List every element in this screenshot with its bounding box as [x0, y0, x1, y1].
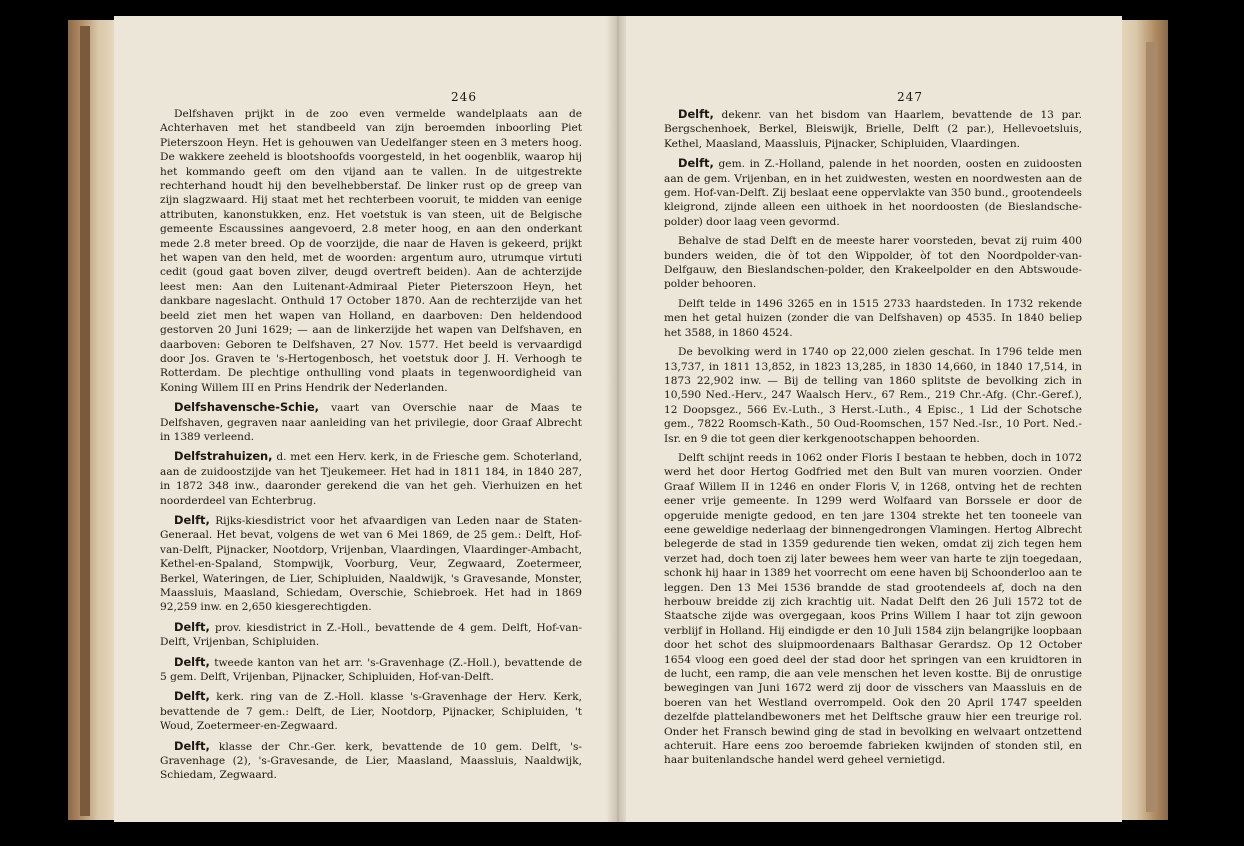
- entry-term: Delft,: [174, 738, 210, 753]
- entry-text: tweede kanton van het arr. 's-Gravenhage (Z.-Holl.), bevattende de 5 gem. Delft, Vrijenban, Pijnacker, Schipluiden, Hof-van-Delft.: [160, 656, 582, 684]
- entry-delft-kanton: [160, 655, 582, 685]
- entry-text: gem. in Z.-Holland, palende in het noorden, oosten en zuidoosten aan de gem. Vrijenban, en in het zuidwesten, westen en noordwesten aan de gem. Hof-van-Delft. Zij beslaat eene oppervlakte van 350 bund., grootendeels kleigrond, zijnde alleen een uithoek in het noordoosten (de Bieslandsche-polder) door laag veen gevormd.: [664, 158, 1082, 228]
- entry-delft-kerk-ring: [160, 689, 582, 733]
- entry-text: Rijks-kiesdistrict voor het afvaardigen van Leden naar de Staten-Generaal. Het bevat, volgens de wet van 6 Mei 1869, de 25 gem.: Delft, Hof-van-Delft, Pijnacker, Nootdorp, Vrijenban, Vlaardingen, Vlaardinger-Ambacht, Kethel-en-Spaland, Stompwijk, Voorburg, Veur, Zegwaard, Zoetermeer, Berkel, Wateringen, de Lier, Schipluiden, Naaldwijk, 's Gravesande, Monster, Maassluis, Maasland, Schiedam, Overschie, Schiebroek. Het had in 1869 92,259 inw. en 2,650 kiesgerechtigden.: [160, 514, 582, 614]
- entry-term: Delft,: [678, 107, 714, 121]
- right-page-text: [664, 107, 1082, 768]
- open-book: [68, 12, 1168, 830]
- left-page-text: [160, 107, 582, 783]
- entry-delft-prov-kiesdistrict: [160, 620, 582, 650]
- entry-text: dekenr. van het bisdom van Haarlem, bevattende de 13 par. Bergschenhoek, Berkel, Bleiswijk, Brielle, Delft (2 par.), Hellevoetsluis, Kethel, Maasland, Maassluis, Pijnacker, Schipluiden, Vlaardingen.: [664, 109, 1082, 150]
- entry-delft-rijks-kiesdistrict: [160, 513, 582, 615]
- paragraph-weiden: Behalve de stad Delft en de meeste harer voorsteden, bevat zij ruim 400 bunders weiden, die òf tot den Wippolder, òf tot den Noordpolder-van-Delfgauw, den Bieslandschen-polder, den Krakeelpolder en den Abtswoude-polder behooren.: [664, 235, 1082, 291]
- left-cover-edge: [80, 26, 90, 816]
- paragraph-delfshaven-statue: Delfshaven prijkt in de zoo even vermelde wandelplaats aan de Achterhaven met het standbeeld van zijn beroemden inboorling Piet Pieterszoon Heyn. Het is gehouwen van Uedelfanger steen en 3 meters hoog. De wakkere zeeheld is blootshoofds voorgesteld, in het oogenblik, waarop hij het kommando geeft om den vijand aan te vallen. In de uitgestrekte rechterhand houdt hij den bevelhebberstaf. De linker rust op de greep van zijn slagzwaard. Hij staat met het rechterbeen vooruit, te midden van eenige attributen, kanonstukken, enz. Het voetstuk is van steen, uit de Belgische gemeente Escaussines aangevoerd, 2.8 meter hoog, en aan den onderkant mede 2.8 meter breed. Op de voorzijde, die naar de Haven is gekeerd, prijkt het wapen van den held, met de woorden: argentum auro, utrumque virtuti cedit (goud gaat boven zilver, deugd overtreft beiden). Aan de achterzijde leest men: Aan den Luitenant-Admiraal Pieter Pieterszoon Heyn, het dankbare nageslacht. Onthuld 17 October 1870. Aan de rechterzijde van het beeld ziet men het wapen van Holland, en daarboven: Den heldendood gestorven 20 Juni 1629; — aan de linkerzijde het wapen van Delfshaven, en daarboven: Geboren te Delfshaven, 27 Nov. 1577. Het beeld is vervaardigd door Jos. Graven te 's-Hertogenbosch, het voetstuk door J. H. Verhoogh te Rotterdam. De plechtige onthulling vond plaats in tegenwoordigheid van Koning Willem III en Prins Hendrik der Nederlanden.: [160, 108, 582, 394]
- page-number-right: 247: [897, 90, 923, 104]
- entry-delft-gemeente: [664, 156, 1082, 229]
- entry-text: klasse der Chr.-Ger. kerk, bevattende de 10 gem. Delft, 's-Gravenhage (2), 's-Gravesande, de Lier, Maasland, Maassluis, Naaldwijk, Schiedam, Zegwaard.: [160, 740, 582, 782]
- right-cover-edge: [1146, 42, 1158, 812]
- paragraph-haardsteden: Delft telde in 1496 3265 en in 1515 2733 haardsteden. In 1732 rekende men het getal huizen (zonder die van Delfshaven) op 4535. In 1840 beliep het 3588, in 1860 4524.: [664, 297, 1082, 339]
- entry-delfshavensche-schie: [160, 400, 582, 444]
- entry-term: Delfstrahuizen,: [174, 449, 273, 464]
- entry-term: Delft,: [174, 654, 210, 669]
- entry-term: Delft,: [174, 689, 210, 704]
- paragraph-geschiedenis: Delft schijnt reeds in 1062 onder Floris I bestaan te hebben, doch in 1072 werd het door Hertog Godfried met den Bult van muren voorzien. Onder Graaf Willem II in 1246 en onder Floris V, in 1268, ontving het de rechten eener vrije gemeente. In 1299 werd Wolfaard van Borssele er door de opgeruide menigte gedood, en ten jare 1304 strekte het ten tooneele van eene geweldige nederlaag der binnengedrongen Vlamingen. Hertog Albrecht belegerde de stad in 1359 gedurende tien weken, omdat zij zich tegen hem verzet had, doch toen zij later bewees hem weer van harte te zijn toegedaan, schonk hij haar in 1389 het voorrecht om eene haven bij Schoonderloo aan te leggen. Den 13 Mei 1536 brandde de stad grootendeels af, doch na den herbouw breidde zij zich krachtig uit. Nadat Delft den 26 Juli 1572 tot de Staatsche zijde was overgegaan, koos Prins Willem I haar tot zijn gewoon verblijf in Holland. Hij eindigde er den 10 Juli 1584 zijn belangrijke loopbaan door het schot des sluipmoordenaars Balthasar Gerardsz. Op 12 October 1654 vloog een goed deel der stad door het springen van een kruidtoren in de lucht, een ramp, die aan vele menschen het leven kostte. Bij de onrustige bewegingen van Juni 1672 werd zij door de visschers van Maassluis en de boeren van het Westland overrompeld. Ook den 20 April 1747 speelden dezelfde plattelandbewoners met het Delftsche grauw hier een treurige rol. Onder het Fransch bewind ging de stad in bevolking en welvaart ontzettend achteruit. Hare eens zoo beroemde fabrieken kwijnden of stonden stil, en haar buitenlandsche handel werd geheel vernietigd.: [664, 451, 1082, 767]
- entry-term: Delft,: [174, 512, 210, 527]
- entry-text: prov. kiesdistrict in Z.-Holl., bevattende de 4 gem. Delft, Hof-van-Delft, Vrijenban, Schipluiden.: [160, 621, 582, 649]
- entry-delfstrahuizen: [160, 449, 582, 508]
- right-page-stack: [1116, 20, 1168, 820]
- page-number-left: 246: [451, 90, 477, 104]
- entry-term: Delfshavensche-Schie,: [174, 400, 319, 415]
- paragraph-bevolking: De bevolking werd in 1740 op 22,000 zielen geschat. In 1796 telde men 13,737, in 1811 13,852, in 1823 13,285, in 1830 14,660, in 1840 17,514, in 1873 22,902 inw. — Bij de telling van 1860 splitste de bevolking zich in 10,590 Ned.-Herv., 247 Waalsch Herv., 67 Rem., 219 Chr.-Afg. (Chr.-Geref.), 12 Doopsgez., 566 Ev.-Luth., 3 Herst.-Luth., 4 Episc., 1 Lid der Schotsche gem., 7822 Roomsch-Kath., 50 Oud-Roomschen, 157 Ned.-Isr., 10 Port. Ned.-Isr. en 9 die tot geen dier kerkgenootschappen behoorden.: [664, 346, 1082, 445]
- entry-term: Delft,: [174, 619, 210, 634]
- entry-text: vaart van Overschie naar de Maas te Delfshaven, gegraven naar aanleiding van het privilegie, door Graaf Albrecht in 1389 verleend.: [160, 402, 582, 443]
- left-page-stack: [68, 20, 118, 820]
- entry-text: d. met een Herv. kerk, in de Friesche gem. Schoterland, aan de zuidoostzijde van het Tjeukemeer. Het had in 1811 184, in 1840 287, in 1872 348 inw., daaronder gerekend die van het geh. Vierhuizen en het noorderdeel van Echterbrug.: [160, 451, 583, 507]
- entry-term: Delft,: [678, 156, 714, 171]
- entry-delft-dekenaat: [664, 107, 1082, 151]
- entry-delft-klasse: [160, 739, 582, 783]
- left-page: [114, 16, 610, 822]
- right-page: [626, 16, 1122, 822]
- entry-text: kerk. ring van de Z.-Holl. klasse 's-Gravenhage der Herv. Kerk, bevattende de 7 gem.: Delft, de Lier, Nootdorp, Pijnacker, Schipluiden, 't Woud, Zoetermeer-en-Zegwaard.: [160, 691, 582, 733]
